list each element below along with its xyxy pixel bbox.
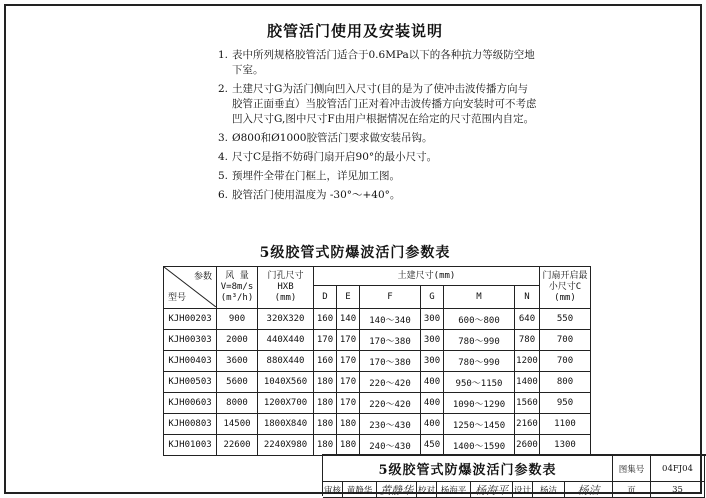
title-block (322, 454, 706, 496)
atlas-label: 图集号 (613, 456, 651, 482)
drawing-sheet (4, 4, 702, 497)
page-label: 页 (613, 482, 651, 498)
g-cell: 300 (421, 351, 444, 372)
min-size-cell: 1100 (540, 414, 591, 435)
reviewer-name: 黄静华 (343, 482, 377, 498)
n-cell: 2160 (515, 414, 540, 435)
f-cell: 170～380 (360, 330, 421, 351)
note-item (218, 82, 538, 127)
f-cell: 240～430 (360, 435, 421, 456)
header-col-n: N (515, 286, 540, 309)
e-cell: 170 (337, 330, 360, 351)
header-model: 型号 (168, 293, 187, 303)
d-cell: 180 (314, 414, 337, 435)
note-item (218, 169, 538, 184)
note-number: 3. (218, 132, 229, 144)
header-col-e: E (337, 286, 360, 309)
header-civil: 土建尺寸(mm) (314, 267, 540, 286)
airflow-cell: 900 (217, 309, 258, 330)
note-item (218, 131, 538, 146)
min-size-cell: 800 (540, 372, 591, 393)
header-min-size-line: (mm) (554, 293, 576, 303)
opening-cell: 1040X560 (258, 372, 314, 393)
table-row (164, 351, 591, 372)
opening-cell: 2240X980 (258, 435, 314, 456)
header-opening-line: 门孔尺寸 (267, 271, 304, 281)
d-cell: 170 (314, 330, 337, 351)
n-cell: 640 (515, 309, 540, 330)
note-text: 尺寸C是指不妨碍门扇开启90°的最小尺寸。 (232, 151, 438, 163)
model-cell: KJH00803 (164, 414, 217, 435)
f-cell: 230～430 (360, 414, 421, 435)
note-item (218, 150, 538, 165)
m-cell: 1400～1590 (444, 435, 515, 456)
table-title: 5级胶管式防爆波活门参数表 (259, 245, 451, 261)
header-airflow-line: V=8m/s (220, 282, 254, 292)
note-item (218, 48, 538, 78)
atlas-number: 04FJ04 (651, 456, 705, 482)
m-cell: 780～990 (444, 351, 515, 372)
n-cell: 1560 (515, 393, 540, 414)
notes-list (218, 48, 538, 207)
checker-signature (471, 482, 513, 498)
note-text: 土建尺寸G为活门侧向凹入尺寸(目的是为了使冲击波传播方向与胶管正面垂直）当胶管活门正对着冲击波传播方向安装时可不考虑凹入尺寸G,图中尺寸F由用户根据情况在给定的尺寸范围内自定。 (232, 83, 537, 125)
note-item (218, 188, 538, 203)
note-number: 4. (218, 151, 229, 163)
f-cell: 170～380 (360, 351, 421, 372)
d-cell: 180 (314, 435, 337, 456)
table-body (164, 309, 591, 456)
designer-name: 杨洁 (533, 482, 565, 498)
checker-name: 杨海平 (437, 482, 471, 498)
g-cell: 450 (421, 435, 444, 456)
g-cell: 300 (421, 309, 444, 330)
airflow-cell: 5600 (217, 372, 258, 393)
signature: 杨海平 (475, 483, 508, 497)
header-min-size-line: 门扇开启最 (542, 271, 588, 281)
g-cell: 400 (421, 372, 444, 393)
header-opening-line: (mm) (274, 293, 297, 303)
table-row (164, 372, 591, 393)
header-min-size (540, 267, 591, 309)
model-cell: KJH01003 (164, 435, 217, 456)
e-cell: 180 (337, 414, 360, 435)
model-cell: KJH00403 (164, 351, 217, 372)
note-text: Ø800和Ø1000胶管活门要求做安装吊钩。 (232, 132, 433, 144)
signature: 杨洁 (577, 483, 600, 497)
note-number: 2. (218, 83, 229, 95)
table-row (164, 309, 591, 330)
opening-cell: 440X440 (258, 330, 314, 351)
model-cell: KJH00303 (164, 330, 217, 351)
header-opening (258, 267, 314, 309)
header-col-f: F (360, 286, 421, 309)
min-size-cell: 1300 (540, 435, 591, 456)
design-label: 设计 (513, 482, 533, 498)
table-row (164, 414, 591, 435)
designer-signature (565, 482, 613, 498)
e-cell: 140 (337, 309, 360, 330)
d-cell: 160 (314, 309, 337, 330)
reviewer-signature (377, 482, 417, 498)
note-number: 6. (218, 189, 229, 201)
m-cell: 780～990 (444, 330, 515, 351)
diagonal-header-cell (164, 267, 217, 309)
model-cell: KJH00503 (164, 372, 217, 393)
header-airflow-line: (m³/h) (220, 293, 254, 303)
g-cell: 400 (421, 393, 444, 414)
review-label: 审核 (323, 482, 343, 498)
model-cell: KJH00203 (164, 309, 217, 330)
header-params: 参数 (193, 272, 212, 282)
min-size-cell: 950 (540, 393, 591, 414)
header-airflow-line: 风 量 (225, 271, 249, 281)
min-size-cell: 700 (540, 351, 591, 372)
note-text: 表中所列规格胶管活门适合于0.6MPa以下的各种抗力等级防空地下室。 (232, 49, 535, 76)
model-cell: KJH00603 (164, 393, 217, 414)
signature: 黄静华 (380, 483, 413, 497)
opening-cell: 320X320 (258, 309, 314, 330)
e-cell: 170 (337, 351, 360, 372)
e-cell: 170 (337, 372, 360, 393)
table-row (164, 393, 591, 414)
d-cell: 160 (314, 351, 337, 372)
parameter-table (163, 266, 591, 456)
n-cell: 780 (515, 330, 540, 351)
m-cell: 1250～1450 (444, 414, 515, 435)
header-min-size-line: 小尺寸C (548, 282, 582, 292)
n-cell: 1200 (515, 351, 540, 372)
n-cell: 2600 (515, 435, 540, 456)
g-cell: 300 (421, 330, 444, 351)
header-col-g: G (421, 286, 444, 309)
m-cell: 600～800 (444, 309, 515, 330)
header-col-d: D (314, 286, 337, 309)
d-cell: 180 (314, 372, 337, 393)
opening-cell: 880X440 (258, 351, 314, 372)
check-label: 校对 (417, 482, 437, 498)
airflow-cell: 8000 (217, 393, 258, 414)
airflow-cell: 14500 (217, 414, 258, 435)
header-airflow (217, 267, 258, 309)
f-cell: 220～420 (360, 372, 421, 393)
note-number: 1. (218, 49, 229, 61)
min-size-cell: 700 (540, 330, 591, 351)
airflow-cell: 3600 (217, 351, 258, 372)
airflow-cell: 2000 (217, 330, 258, 351)
m-cell: 1090～1290 (444, 393, 515, 414)
e-cell: 170 (337, 393, 360, 414)
n-cell: 1400 (515, 372, 540, 393)
note-text: 胶管活门使用温度为 -30°～+40°。 (232, 189, 401, 201)
f-cell: 220～420 (360, 393, 421, 414)
header-opening-line: HXB (277, 282, 294, 292)
m-cell: 950～1150 (444, 372, 515, 393)
g-cell: 400 (421, 414, 444, 435)
min-size-cell: 550 (540, 309, 591, 330)
airflow-cell: 22600 (217, 435, 258, 456)
e-cell: 180 (337, 435, 360, 456)
notes-title: 胶管活门使用及安装说明 (266, 22, 443, 40)
d-cell: 180 (314, 393, 337, 414)
opening-cell: 1800X840 (258, 414, 314, 435)
f-cell: 140～340 (360, 309, 421, 330)
note-text: 预埋件全带在门框上，详见加工图。 (232, 170, 400, 182)
drawing-title: 5级胶管式防爆波活门参数表 (323, 456, 613, 482)
header-col-m: M (444, 286, 515, 309)
table-row (164, 330, 591, 351)
note-number: 5. (218, 170, 229, 182)
table-row (164, 435, 591, 456)
opening-cell: 1200X700 (258, 393, 314, 414)
page-number: 35 (651, 482, 705, 498)
